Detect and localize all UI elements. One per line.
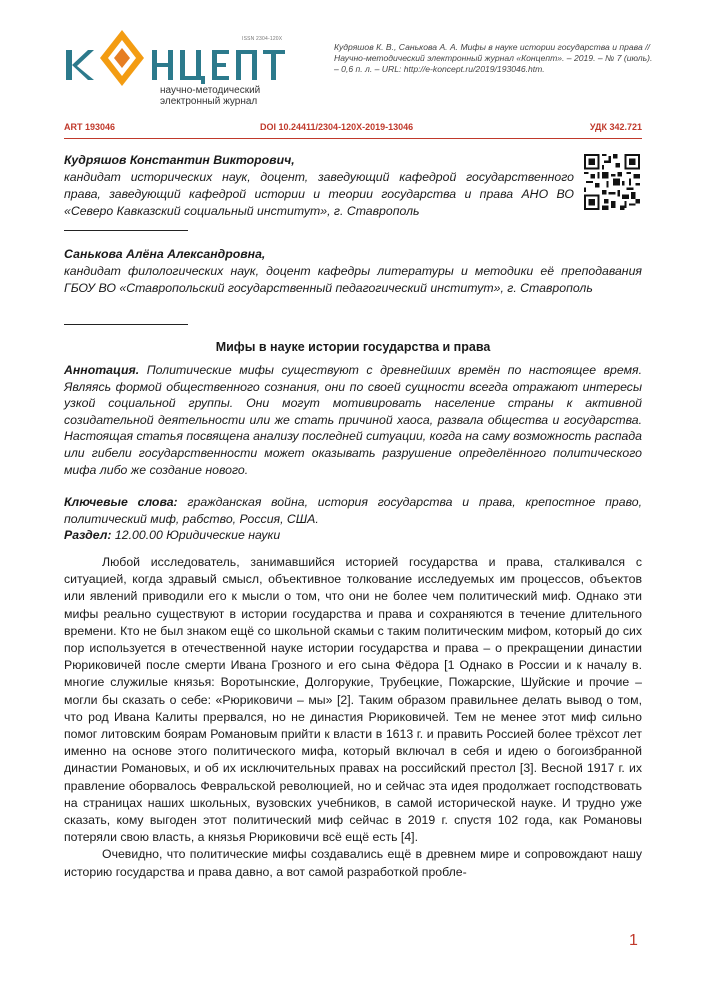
citation-text: Кудряшов К. В., Санькова А. А. Мифы в науке истории государства и права // Научно-методический электронный журнал «Концепт». – 2019. – № 7 (июль). – 0,6 п. л. – URL: http://e-koncept.ru/2019/193046.htm. <box>334 42 653 74</box>
section-label: Раздел: <box>64 528 112 542</box>
abstract-label: Аннотация. <box>64 363 140 377</box>
issn-label: ISSN 2304-120X <box>242 36 283 42</box>
page-number: 1 <box>629 932 638 949</box>
tagline-line-1: научно-методический <box>160 85 261 96</box>
author-separator-1 <box>64 230 188 231</box>
keywords-label: Ключевые слова: <box>64 495 178 509</box>
author-name-2: Санькова Алёна Александровна, <box>64 247 266 261</box>
author-info-2: кандидат филологических наук, доцент кафедры литературы и методики её преподавания ГБОУ ВО «Ставропольский государственный педагогический институт», г. Ставрополь <box>64 264 642 295</box>
author-info-1: кандидат исторических наук, доцент, заведующий кафедрой государственного права, заведующий кафедрой истории и теории государства и права АНО ВО «Северо Кавказский социальный институт», г. Ставрополь <box>64 170 574 218</box>
article-udk: УДК 342.721 <box>589 122 642 132</box>
tagline-line-2: электронный журнал <box>160 96 258 107</box>
article-doi: DOI 10.24411/2304-120X-2019-13046 <box>260 122 414 132</box>
article-title: Мифы в науке истории государства и права <box>215 340 491 354</box>
abstract <box>64 362 642 478</box>
section <box>64 527 642 544</box>
article-body <box>64 554 642 881</box>
author-name-1: Кудряшов Константин Викторович, <box>64 153 295 167</box>
journal-logo <box>64 28 294 110</box>
author-block-2 <box>64 246 642 297</box>
keywords <box>64 494 642 527</box>
article-number: ART 193046 <box>64 122 116 132</box>
author-separator-2 <box>64 324 188 325</box>
qr-code-icon[interactable] <box>584 154 640 210</box>
article-meta-bar <box>64 122 642 134</box>
journal-tagline <box>160 85 260 107</box>
keywords-text: гражданская война, история государства и права, крепостное право, политический миф, рабство, Россия, США. <box>64 495 642 526</box>
body-paragraph-2: Очевидно, что политические мифы создавались ещё в древнем мире и сопровождают нашу историю государства и права давно, а вот самой разработкой пробле- <box>64 847 642 879</box>
abstract-text: Политические мифы существуют с древнейших времён по настоящее время. Являясь формой общественного сознания, они по своей сущности всегда отражают интересы узкой социальной группы. Они могут мотивировать население страны к активной созидательной деятельности или же стать причиной хаоса, развала общества и государства. Настоящая статья посвящена анализу последней ситуации, когда на саму возможность распада или гибели государственности может оказывать разрушение определённого политического мифа либо же создание нового. <box>64 363 642 477</box>
section-text: 12.00.00 Юридические науки <box>114 528 281 542</box>
meta-divider <box>64 138 642 139</box>
body-paragraph-1: Любой исследователь, занимавшийся историей государства и права, сталкивался с ситуацией, когда здравый смысл, объективное толкование исследуемых им процессов, объектов или явлений приводили его к мысли о том, что они не более чем политический миф. Однако эти мифы реально существуют в истории государства и права и сохраняются в течение длительного времени. Кто не был знаком ещё со школьной скамьи с таким политическим мифом, который до сих пор используется в отечественной науке истории государства и права – о прекращении династии Рюриковичей после смерти Ивана Грозного и его сына Фёдора [1 Однако в России и к началу в. многие служилые князья: Воротынские, Долгорукие, Трубецкие, Пожарские, Шуйские и прочие – могли бы сказать о себе: «Рюриковичи – мы» [2]. Таким образом правильнее делать вывод о том, что род Ивана Калиты прервался, но не династия Рюриковичей. Тем не менее этот миф сильно помог литовским боярам Романовым прийти к власти в 1613 г. и править Россией более трёхсот лет именно на основе этого политического мифа, который включал в себя и идею о богоизбранной династии Романовых, и об их исключительных правах на российский престол [3]. Весной 1917 г. их правление оборвалось Февральской революцией, но и сейчас эта идея продолжает господствовать на страницах наших школьных, вузовских учебников, в самой исторической науке. И трудно уже сказать, кому выгоден этот политический миф сейчас в 2019 г. спустя 102 года, как Романовы потеряли свою власть, а князья Рюриковичи всё ещё есть [4]. <box>64 555 642 845</box>
author-block-1 <box>64 152 574 220</box>
